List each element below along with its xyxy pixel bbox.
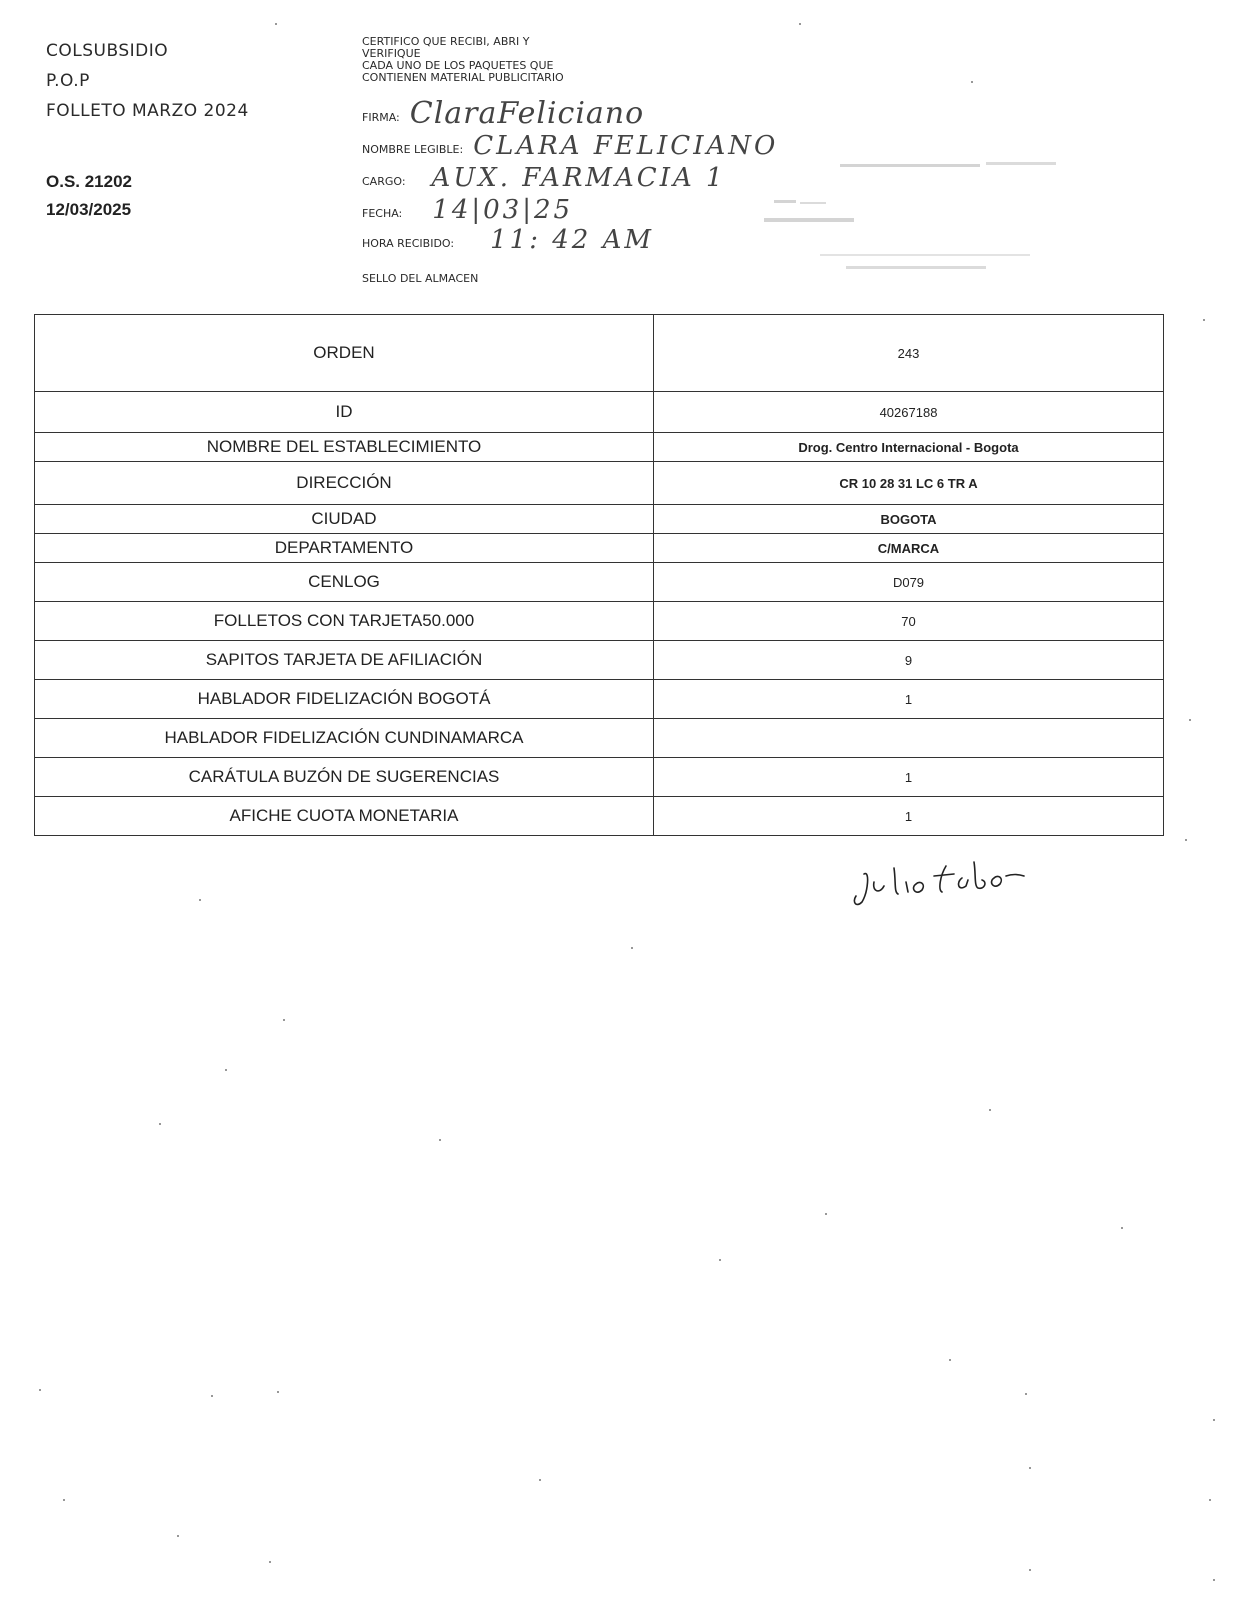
cert-line-2: VERIFIQUE	[362, 47, 421, 60]
nombre-label: NOMBRE LEGIBLE:	[362, 143, 464, 156]
row-value-caratula-buzon: 1	[654, 758, 1164, 797]
cert-line-4: CONTIENEN MATERIAL PUBLICITARIO	[362, 71, 564, 84]
row-value-folletos: 70	[654, 602, 1164, 641]
hora-label: HORA RECIBIDO:	[362, 237, 455, 250]
row-label-caratula-buzon: CARÁTULA BUZÓN DE SUGERENCIAS	[35, 758, 654, 797]
service-order-number: O.S. 21202	[46, 172, 133, 191]
cert-line-1: CERTIFICO QUE RECIBI, ABRI Y	[362, 35, 530, 48]
row-value-ciudad: BOGOTA	[654, 505, 1164, 534]
cargo-label: CARGO:	[362, 175, 406, 188]
firma-label: FIRMA:	[362, 111, 400, 124]
row-label-establecimiento: NOMBRE DEL ESTABLECIMIENTO	[35, 433, 654, 462]
row-label-sapitos: SAPITOS TARJETA DE AFILIACIÓN	[35, 641, 654, 680]
row-label-hablador-cundinamarca: HABLADOR FIDELIZACIÓN CUNDINAMARCA	[35, 719, 654, 758]
row-value-orden: 243	[654, 315, 1164, 392]
order-date: 12/03/2025	[46, 200, 132, 219]
row-label-direccion: DIRECCIÓN	[35, 462, 654, 505]
fecha-label: FECHA:	[362, 207, 403, 220]
row-value-id: 40267188	[654, 392, 1164, 433]
row-value-direccion: CR 10 28 31 LC 6 TR A	[654, 462, 1164, 505]
row-label-cenlog: CENLOG	[35, 563, 654, 602]
firma-signature: ClaraFeliciano	[409, 96, 645, 131]
row-value-hablador-bogota: 1	[654, 680, 1164, 719]
brochure-title: FOLLETO MARZO 2024	[46, 101, 249, 121]
row-label-afiche: AFICHE CUOTA MONETARIA	[35, 797, 654, 836]
cargo-value: AUX. FARMACIA 1	[431, 163, 726, 193]
sello-label: SELLO DEL ALMACEN	[362, 272, 479, 285]
row-value-sapitos: 9	[654, 641, 1164, 680]
nombre-value: CLARA FELICIANO	[473, 131, 779, 161]
row-label-orden: ORDEN	[35, 315, 654, 392]
row-label-departamento: DEPARTAMENTO	[35, 534, 654, 563]
row-label-id: ID	[35, 392, 654, 433]
fecha-value: 14|03|25	[432, 195, 574, 225]
company-name: COLSUBSIDIO	[46, 41, 169, 61]
row-label-ciudad: CIUDAD	[35, 505, 654, 534]
row-value-afiche: 1	[654, 797, 1164, 836]
row-label-hablador-bogota: HABLADOR FIDELIZACIÓN BOGOTÁ	[35, 680, 654, 719]
row-value-departamento: C/MARCA	[654, 534, 1164, 563]
cert-line-3: CADA UNO DE LOS PAQUETES QUE	[362, 59, 554, 72]
row-label-folletos: FOLLETOS CON TARJETA50.000	[35, 602, 654, 641]
department-name: P.O.P	[46, 71, 90, 91]
hora-value: 11: 42 AM	[490, 225, 654, 255]
row-value-establecimiento: Drog. Centro Internacional - Bogota	[654, 433, 1164, 462]
row-value-cenlog: D079	[654, 563, 1164, 602]
